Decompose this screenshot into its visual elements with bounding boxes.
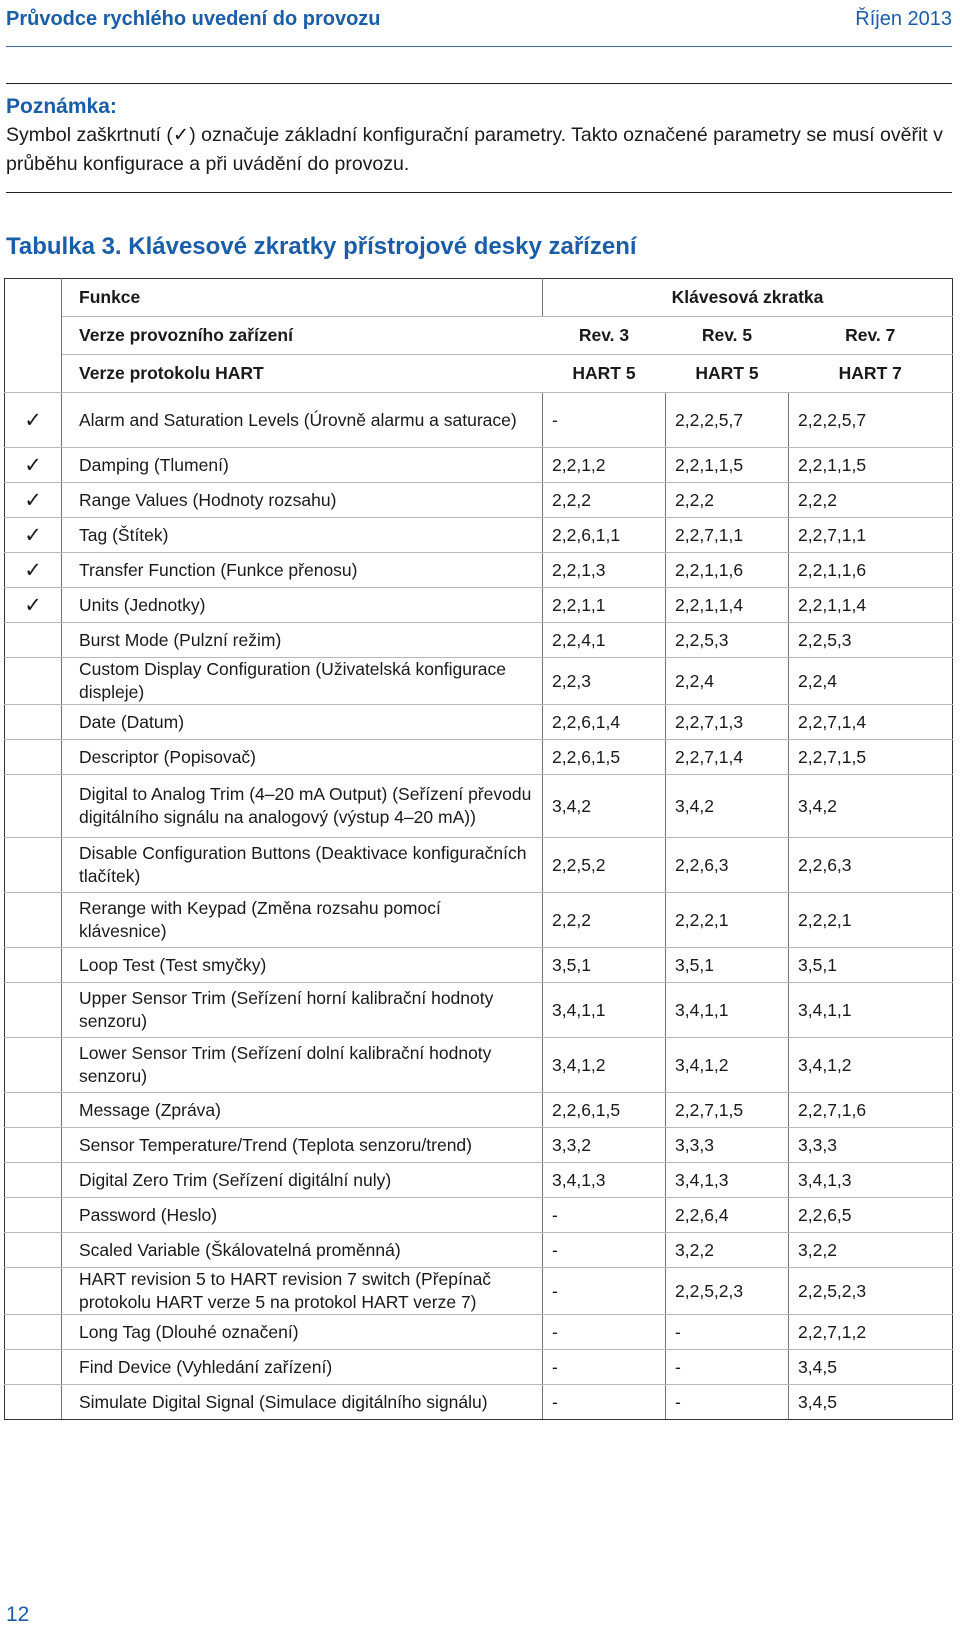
function-cell: Transfer Function (Funkce přenosu) — [62, 553, 543, 588]
table-row — [5, 588, 953, 623]
shortcut-column-header: Klávesová zkratka — [543, 279, 953, 317]
rev7-shortcut-cell: 2,2,4 — [789, 658, 953, 705]
rev3-shortcut-cell: 2,2,2 — [543, 483, 666, 518]
page-header-title: Průvodce rychlého uvedení do provozu — [6, 8, 381, 30]
rev3-shortcut-cell: 2,2,6,1,5 — [543, 1093, 666, 1128]
function-cell: Disable Configuration Buttons (Deaktivace konfiguračních tlačítek) — [62, 838, 543, 893]
note-top-divider — [6, 83, 952, 84]
rev5-shortcut-cell: 2,2,4 — [666, 658, 789, 705]
rev5-shortcut-cell: - — [666, 1385, 789, 1420]
rev3-shortcut-cell: 2,2,2 — [543, 893, 666, 948]
rev5-shortcut-cell: 3,4,1,3 — [666, 1163, 789, 1198]
rev3-shortcut-cell: 3,4,1,2 — [543, 1038, 666, 1093]
rev5-shortcut-cell: 3,4,2 — [666, 775, 789, 838]
checkmark-cell — [5, 775, 62, 838]
rev7-shortcut-cell: 2,2,7,1,5 — [789, 740, 953, 775]
rev5-header: Rev. 5 — [666, 317, 789, 355]
function-cell: Date (Datum) — [62, 705, 543, 740]
checkmark-header-cell — [5, 279, 62, 393]
checkmark-cell — [5, 1038, 62, 1093]
rev7-shortcut-cell: 3,4,1,1 — [789, 983, 953, 1038]
rev5-shortcut-cell: 2,2,6,3 — [666, 838, 789, 893]
function-cell: HART revision 5 to HART revision 7 switch (Přepínač protokolu HART verze 5 na protokol HART verze 7) — [62, 1268, 543, 1315]
table-row — [5, 1198, 953, 1233]
rev5-shortcut-cell: 2,2,6,4 — [666, 1198, 789, 1233]
rev5-shortcut-cell: 2,2,7,1,1 — [666, 518, 789, 553]
table-row — [5, 838, 953, 893]
header-divider — [6, 46, 952, 47]
rev5-shortcut-cell: 2,2,5,3 — [666, 623, 789, 658]
table-header-row-protocol — [5, 355, 953, 393]
checkmark-cell: ✓ — [5, 518, 62, 553]
rev3-shortcut-cell: - — [543, 1350, 666, 1385]
rev5-shortcut-cell: 2,2,7,1,4 — [666, 740, 789, 775]
rev5-shortcut-cell: - — [666, 1315, 789, 1350]
function-cell: Alarm and Saturation Levels (Úrovně alarmu a saturace) — [62, 393, 543, 448]
table-row — [5, 893, 953, 948]
table-row — [5, 948, 953, 983]
checkmark-cell — [5, 1093, 62, 1128]
checkmark-cell — [5, 1233, 62, 1268]
function-cell: Sensor Temperature/Trend (Teplota senzoru/trend) — [62, 1128, 543, 1163]
hart-rev5-header: HART 5 — [666, 355, 789, 393]
checkmark-cell — [5, 1268, 62, 1315]
checkmark-cell — [5, 948, 62, 983]
function-cell: Custom Display Configuration (Uživatelská konfigurace displeje) — [62, 658, 543, 705]
table-row — [5, 1093, 953, 1128]
function-cell: Tag (Štítek) — [62, 518, 543, 553]
table-row — [5, 1385, 953, 1420]
rev7-shortcut-cell: 2,2,1,1,6 — [789, 553, 953, 588]
checkmark-cell: ✓ — [5, 448, 62, 483]
table-row — [5, 553, 953, 588]
rev7-shortcut-cell: 2,2,6,3 — [789, 838, 953, 893]
note-text: Symbol zaškrtnutí (✓) označuje základní konfigurační parametry. Takto označené parametry se musí ověřit v průběhu konfigurace a při uvádění do provozu. — [6, 124, 943, 175]
checkmark-cell — [5, 1315, 62, 1350]
function-column-header: Funkce — [62, 279, 543, 317]
table-row — [5, 1315, 953, 1350]
table-row — [5, 1268, 953, 1315]
checkmark-cell — [5, 740, 62, 775]
rev7-shortcut-cell: 3,5,1 — [789, 948, 953, 983]
checkmark-cell: ✓ — [5, 483, 62, 518]
rev7-shortcut-cell: 2,2,7,1,4 — [789, 705, 953, 740]
rev3-shortcut-cell: 2,2,3 — [543, 658, 666, 705]
function-cell: Units (Jednotky) — [62, 588, 543, 623]
table-title: Tabulka 3. Klávesové zkratky přístrojové desky zařízení — [6, 233, 637, 260]
rev5-shortcut-cell: 3,4,1,1 — [666, 983, 789, 1038]
rev7-header: Rev. 7 — [789, 317, 953, 355]
rev5-shortcut-cell: 2,2,1,1,5 — [666, 448, 789, 483]
rev5-shortcut-cell: 2,2,5,2,3 — [666, 1268, 789, 1315]
function-cell: Rerange with Keypad (Změna rozsahu pomocí klávesnice) — [62, 893, 543, 948]
hart-protocol-label: Verze protokolu HART — [62, 355, 543, 393]
checkmark-cell — [5, 705, 62, 740]
rev7-shortcut-cell: 2,2,7,1,6 — [789, 1093, 953, 1128]
function-cell: Range Values (Hodnoty rozsahu) — [62, 483, 543, 518]
table-row — [5, 658, 953, 705]
rev5-shortcut-cell: 2,2,7,1,3 — [666, 705, 789, 740]
function-cell: Digital Zero Trim (Seřízení digitální nuly) — [62, 1163, 543, 1198]
function-cell: Message (Zpráva) — [62, 1093, 543, 1128]
table-row — [5, 705, 953, 740]
rev7-shortcut-cell: 3,4,1,2 — [789, 1038, 953, 1093]
function-cell: Descriptor (Popisovač) — [62, 740, 543, 775]
rev5-shortcut-cell: 2,2,7,1,5 — [666, 1093, 789, 1128]
rev3-shortcut-cell: 2,2,1,1 — [543, 588, 666, 623]
function-cell: Simulate Digital Signal (Simulace digitálního signálu) — [62, 1385, 543, 1420]
rev5-shortcut-cell: 3,4,1,2 — [666, 1038, 789, 1093]
function-cell: Long Tag (Dlouhé označení) — [62, 1315, 543, 1350]
rev3-shortcut-cell: - — [543, 1198, 666, 1233]
shortcut-table — [4, 278, 953, 1420]
rev3-shortcut-cell: 3,4,1,3 — [543, 1163, 666, 1198]
table-row — [5, 775, 953, 838]
rev7-shortcut-cell: 2,2,1,1,4 — [789, 588, 953, 623]
hart-rev7-header: HART 7 — [789, 355, 953, 393]
rev5-shortcut-cell: 2,2,1,1,4 — [666, 588, 789, 623]
function-cell: Scaled Variable (Škálovatelná proměnná) — [62, 1233, 543, 1268]
function-cell: Upper Sensor Trim (Seřízení horní kalibrační hodnoty senzoru) — [62, 983, 543, 1038]
rev3-shortcut-cell: - — [543, 1233, 666, 1268]
device-revision-label: Verze provozního zařízení — [62, 317, 543, 355]
rev3-shortcut-cell: - — [543, 1315, 666, 1350]
rev7-shortcut-cell: 3,2,2 — [789, 1233, 953, 1268]
rev7-shortcut-cell: 3,3,3 — [789, 1128, 953, 1163]
function-cell: Lower Sensor Trim (Seřízení dolní kalibrační hodnoty senzoru) — [62, 1038, 543, 1093]
table-row — [5, 1128, 953, 1163]
rev7-shortcut-cell: 3,4,2 — [789, 775, 953, 838]
function-cell: Damping (Tlumení) — [62, 448, 543, 483]
table-header-row-function — [5, 279, 953, 317]
rev3-shortcut-cell: 2,2,4,1 — [543, 623, 666, 658]
table-row — [5, 740, 953, 775]
checkmark-cell: ✓ — [5, 393, 62, 448]
rev7-shortcut-cell: 3,4,1,3 — [789, 1163, 953, 1198]
rev5-shortcut-cell: 3,5,1 — [666, 948, 789, 983]
rev5-shortcut-cell: 3,2,2 — [666, 1233, 789, 1268]
rev5-shortcut-cell: - — [666, 1350, 789, 1385]
checkmark-cell — [5, 1350, 62, 1385]
rev7-shortcut-cell: 3,4,5 — [789, 1350, 953, 1385]
rev3-shortcut-cell: 2,2,6,1,5 — [543, 740, 666, 775]
note-bottom-divider — [6, 192, 952, 193]
rev7-shortcut-cell: 2,2,1,1,5 — [789, 448, 953, 483]
rev7-shortcut-cell: 2,2,5,2,3 — [789, 1268, 953, 1315]
checkmark-cell — [5, 1163, 62, 1198]
rev3-header: Rev. 3 — [543, 317, 666, 355]
table-header-row-revision — [5, 317, 953, 355]
note-title: Poznámka: — [6, 95, 117, 118]
page-number: 12 — [6, 1603, 30, 1626]
rev7-shortcut-cell: 2,2,2 — [789, 483, 953, 518]
rev3-shortcut-cell: 3,4,1,1 — [543, 983, 666, 1038]
rev7-shortcut-cell: 2,2,7,1,1 — [789, 518, 953, 553]
table-row — [5, 483, 953, 518]
checkmark-cell — [5, 623, 62, 658]
page-header-date: Říjen 2013 — [855, 8, 952, 30]
function-cell: Password (Heslo) — [62, 1198, 543, 1233]
table-row — [5, 1233, 953, 1268]
rev7-shortcut-cell: 2,2,7,1,2 — [789, 1315, 953, 1350]
table-row — [5, 393, 953, 448]
rev3-shortcut-cell: - — [543, 1385, 666, 1420]
checkmark-cell — [5, 1385, 62, 1420]
table-row — [5, 1038, 953, 1093]
rev3-shortcut-cell: 3,3,2 — [543, 1128, 666, 1163]
rev3-shortcut-cell: 2,2,1,2 — [543, 448, 666, 483]
rev3-shortcut-cell: 3,5,1 — [543, 948, 666, 983]
rev3-shortcut-cell: 2,2,1,3 — [543, 553, 666, 588]
table-row — [5, 1350, 953, 1385]
checkmark-cell — [5, 838, 62, 893]
hart-rev3-header: HART 5 — [543, 355, 666, 393]
rev7-shortcut-cell: 2,2,5,3 — [789, 623, 953, 658]
rev7-shortcut-cell: 3,4,5 — [789, 1385, 953, 1420]
rev5-shortcut-cell: 3,3,3 — [666, 1128, 789, 1163]
function-cell: Digital to Analog Trim (4–20 mA Output) (Seřízení převodu digitálního signálu na analogový (výstup 4–20 mA)) — [62, 775, 543, 838]
rev3-shortcut-cell: 2,2,6,1,4 — [543, 705, 666, 740]
function-cell: Loop Test (Test smyčky) — [62, 948, 543, 983]
rev5-shortcut-cell: 2,2,2,1 — [666, 893, 789, 948]
table-row — [5, 518, 953, 553]
checkmark-cell: ✓ — [5, 553, 62, 588]
function-cell: Burst Mode (Pulzní režim) — [62, 623, 543, 658]
rev3-shortcut-cell: 2,2,5,2 — [543, 838, 666, 893]
rev3-shortcut-cell: 3,4,2 — [543, 775, 666, 838]
checkmark-cell — [5, 658, 62, 705]
table-row — [5, 1163, 953, 1198]
checkmark-cell — [5, 1128, 62, 1163]
rev5-shortcut-cell: 2,2,2 — [666, 483, 789, 518]
table-row — [5, 448, 953, 483]
table-row — [5, 983, 953, 1038]
rev7-shortcut-cell: 2,2,6,5 — [789, 1198, 953, 1233]
rev7-shortcut-cell: 2,2,2,1 — [789, 893, 953, 948]
rev5-shortcut-cell: 2,2,1,1,6 — [666, 553, 789, 588]
rev3-shortcut-cell: - — [543, 393, 666, 448]
function-cell: Find Device (Vyhledání zařízení) — [62, 1350, 543, 1385]
rev5-shortcut-cell: 2,2,2,5,7 — [666, 393, 789, 448]
checkmark-cell — [5, 1198, 62, 1233]
checkmark-cell — [5, 983, 62, 1038]
checkmark-cell — [5, 893, 62, 948]
checkmark-cell: ✓ — [5, 588, 62, 623]
rev7-shortcut-cell: 2,2,2,5,7 — [789, 393, 953, 448]
rev3-shortcut-cell: 2,2,6,1,1 — [543, 518, 666, 553]
rev3-shortcut-cell: - — [543, 1268, 666, 1315]
table-row — [5, 623, 953, 658]
